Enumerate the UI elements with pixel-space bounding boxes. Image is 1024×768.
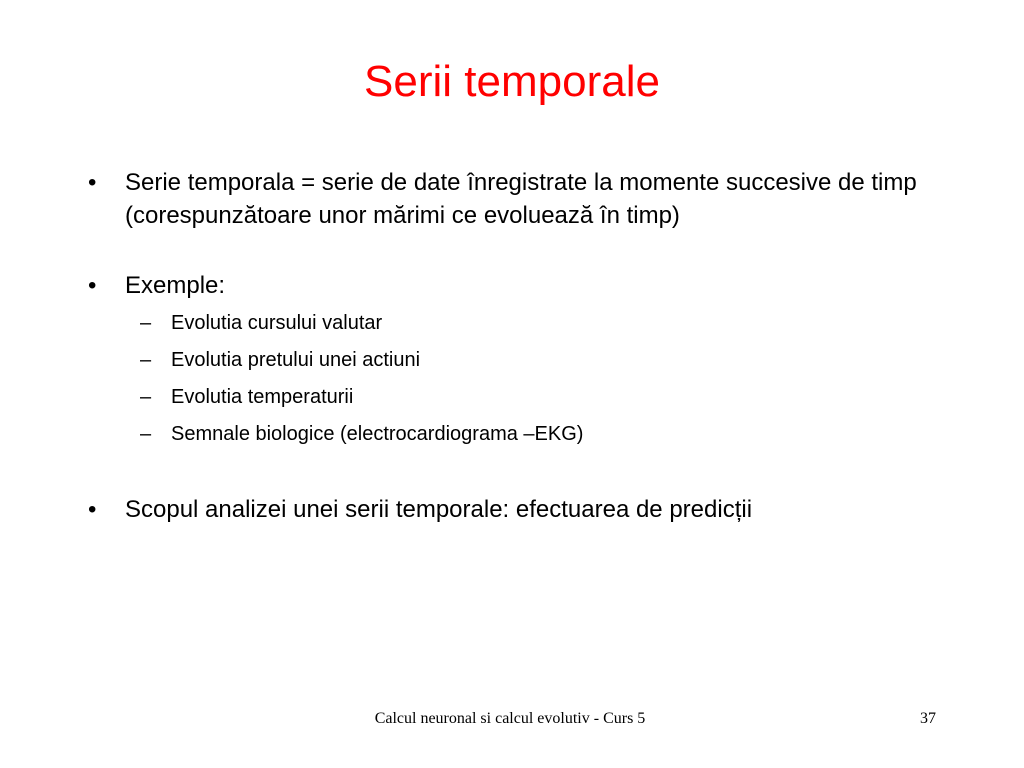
bullet-definition [84, 166, 944, 232]
sublist-item-text: Evolutia pretului unei actiuni [171, 349, 421, 371]
sublist-item-text: Semnale biologice (electrocardiograma –EKG) [171, 423, 584, 445]
bullet-marker: • [88, 496, 97, 523]
sublist-item-text: Evolutia cursului valutar [171, 312, 383, 334]
sublist-item-text: Evolutia temperaturii [171, 386, 354, 408]
sub-marker: – [140, 423, 152, 445]
sub-marker: – [140, 349, 152, 371]
sublist-item [84, 379, 944, 416]
examples-sublist [84, 305, 944, 453]
bullet-marker: • [88, 272, 97, 299]
bullet-purpose [84, 493, 944, 526]
spacer [84, 453, 944, 493]
sub-marker: – [140, 312, 152, 334]
spacer [84, 232, 944, 269]
bullet-definition-text: Serie temporala = serie de date înregistrate la momente succesive de timp (corespunzătoare unor mărimi ce evoluează în timp) [125, 169, 917, 229]
sublist-item [84, 416, 944, 453]
bullet-marker: • [88, 169, 97, 196]
footer-page-number: 37 [920, 710, 936, 727]
sublist-item [84, 342, 944, 379]
bullet-purpose-text: Scopul analizei unei serii temporale: efectuarea de predicții [125, 496, 753, 523]
slide-body [84, 166, 944, 526]
sub-marker: – [140, 386, 152, 408]
bullet-examples [84, 269, 944, 302]
footer-course: Calcul neuronal si calcul evolutiv - Curs 5 [374, 710, 646, 727]
slide-title: Serii temporale [364, 57, 660, 106]
bullet-examples-text: Exemple: [125, 272, 226, 299]
sublist-item [84, 305, 944, 342]
